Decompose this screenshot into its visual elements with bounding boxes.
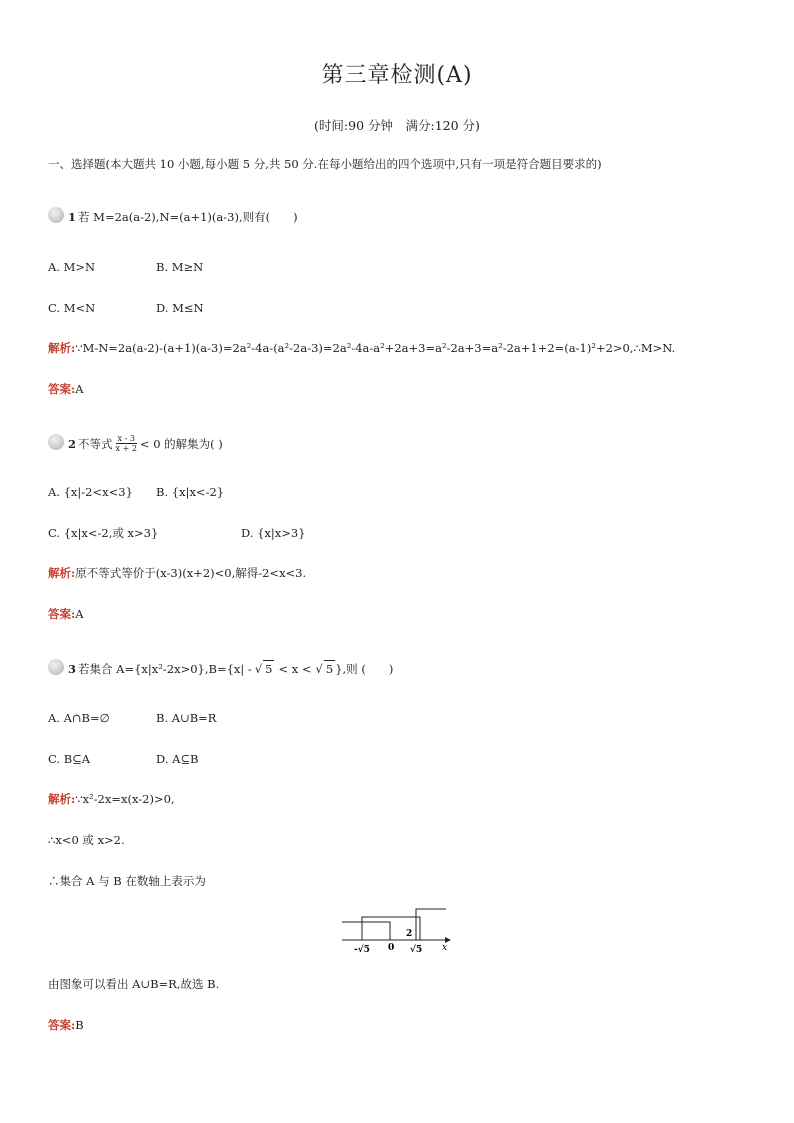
set-a-left-bracket: [342, 922, 390, 940]
analysis-text: ∵x²-2x=x(x-2)>0,: [75, 792, 175, 806]
question-2: [48, 434, 223, 453]
question-stem-post: },则 ( ): [335, 661, 394, 676]
q2-analysis: [48, 565, 306, 581]
q3-analysis: [48, 791, 175, 807]
answer-text: B: [75, 1018, 84, 1032]
analysis-text: ∵M-N=2a(a-2)-(a+1)(a-3)=2a²-4a-(a²-2a-3)=2a²-4a-a²+2a+3=a²-2a+3=a²-2a+1+2=(a-1)²+2>0,∴M>N.: [75, 341, 676, 355]
question-3: 3 若集合 A={x|x²-2x>0},B={x| - √ 5 < x < √ 5 },则 ( ): [48, 660, 393, 677]
number-line-diagram: [340, 900, 455, 960]
analysis-label: 解析:: [48, 341, 76, 355]
question-bullet-icon: [48, 207, 64, 223]
analysis-label: 解析:: [48, 792, 76, 806]
question-stem-post: < 0 的解集为( ): [139, 436, 223, 451]
section-heading: 一、选择题(本大题共 10 小题,每小题 5 分,共 50 分.在每小题给出的四个选项中,只有一项是符合题目要求的): [48, 157, 602, 171]
answer-label: 答案:: [48, 1018, 76, 1032]
sqrt-radicand: 5: [265, 662, 273, 676]
question-stem-mid: < x <: [278, 661, 312, 676]
question-number: 3: [68, 661, 77, 676]
answer-text: A: [75, 607, 84, 621]
q2-option-b: B. {x|x<-2}: [156, 485, 225, 499]
question-bullet-icon: [48, 659, 64, 675]
fraction: [116, 434, 137, 453]
label-x: x: [442, 943, 448, 953]
label-sqrt5: √5: [410, 945, 423, 955]
q3-analysis-line-4: 由图象可以看出 A∪B=R,故选 B.: [48, 977, 220, 991]
q3-answer: [48, 1017, 84, 1033]
question-stem-pre: 若集合 A={x|x²-2x>0},B={x| -: [78, 661, 252, 676]
answer-label: 答案:: [48, 382, 76, 396]
fraction-denominator: x + 2: [115, 444, 137, 453]
answer-label: 答案:: [48, 607, 76, 621]
analysis-text: 原不等式等价于(x-3)(x+2)<0,解得-2<x<3.: [75, 566, 307, 580]
q3-option-d: D. A⊆B: [156, 752, 199, 766]
q2-answer: [48, 606, 84, 622]
question-1: [48, 209, 298, 225]
q1-option-b: B. M≥N: [156, 260, 204, 274]
analysis-label: 解析:: [48, 566, 76, 580]
sqrt-radicand: 5: [325, 662, 334, 676]
q2-option-d: D. {x|x>3}: [241, 526, 306, 540]
q3-option-b: B. A∪B=R: [156, 711, 217, 725]
q2-option-c: C. {x|x<-2,或 x>3}: [48, 526, 159, 540]
question-number: 1: [68, 210, 77, 224]
page-subtitle: (时间:90 分钟 满分:120 分): [314, 118, 480, 133]
question-stem-pre: 不等式: [78, 436, 113, 451]
label-neg-sqrt5: -√5: [354, 945, 370, 955]
q2-option-a: A. {x|-2<x<3}: [48, 485, 133, 499]
q3-analysis-line-3: ∴集合 A 与 B 在数轴上表示为: [48, 874, 206, 888]
q1-analysis: [48, 340, 675, 356]
q3-option-c: C. B⊆A: [48, 752, 91, 766]
q1-option-d: D. M≤N: [156, 301, 204, 315]
label-zero: 0: [388, 943, 395, 953]
q1-answer: [48, 381, 84, 397]
question-bullet-icon: [48, 434, 64, 450]
q1-option-a: A. M>N: [48, 260, 96, 274]
question-number: 2: [68, 436, 77, 451]
label-two: 2: [406, 929, 413, 939]
q1-option-c: C. M<N: [48, 301, 96, 315]
question-stem: 若 M=2a(a-2),N=(a+1)(a-3),则有( ): [78, 210, 298, 224]
q3-option-a: A. A∩B=∅: [48, 711, 110, 725]
q3-analysis-line-2: ∴x<0 或 x>2.: [48, 833, 125, 847]
fraction-numerator: x - 3: [117, 434, 135, 443]
answer-text: A: [75, 382, 84, 396]
page-title: 第三章检测(A): [321, 63, 473, 88]
